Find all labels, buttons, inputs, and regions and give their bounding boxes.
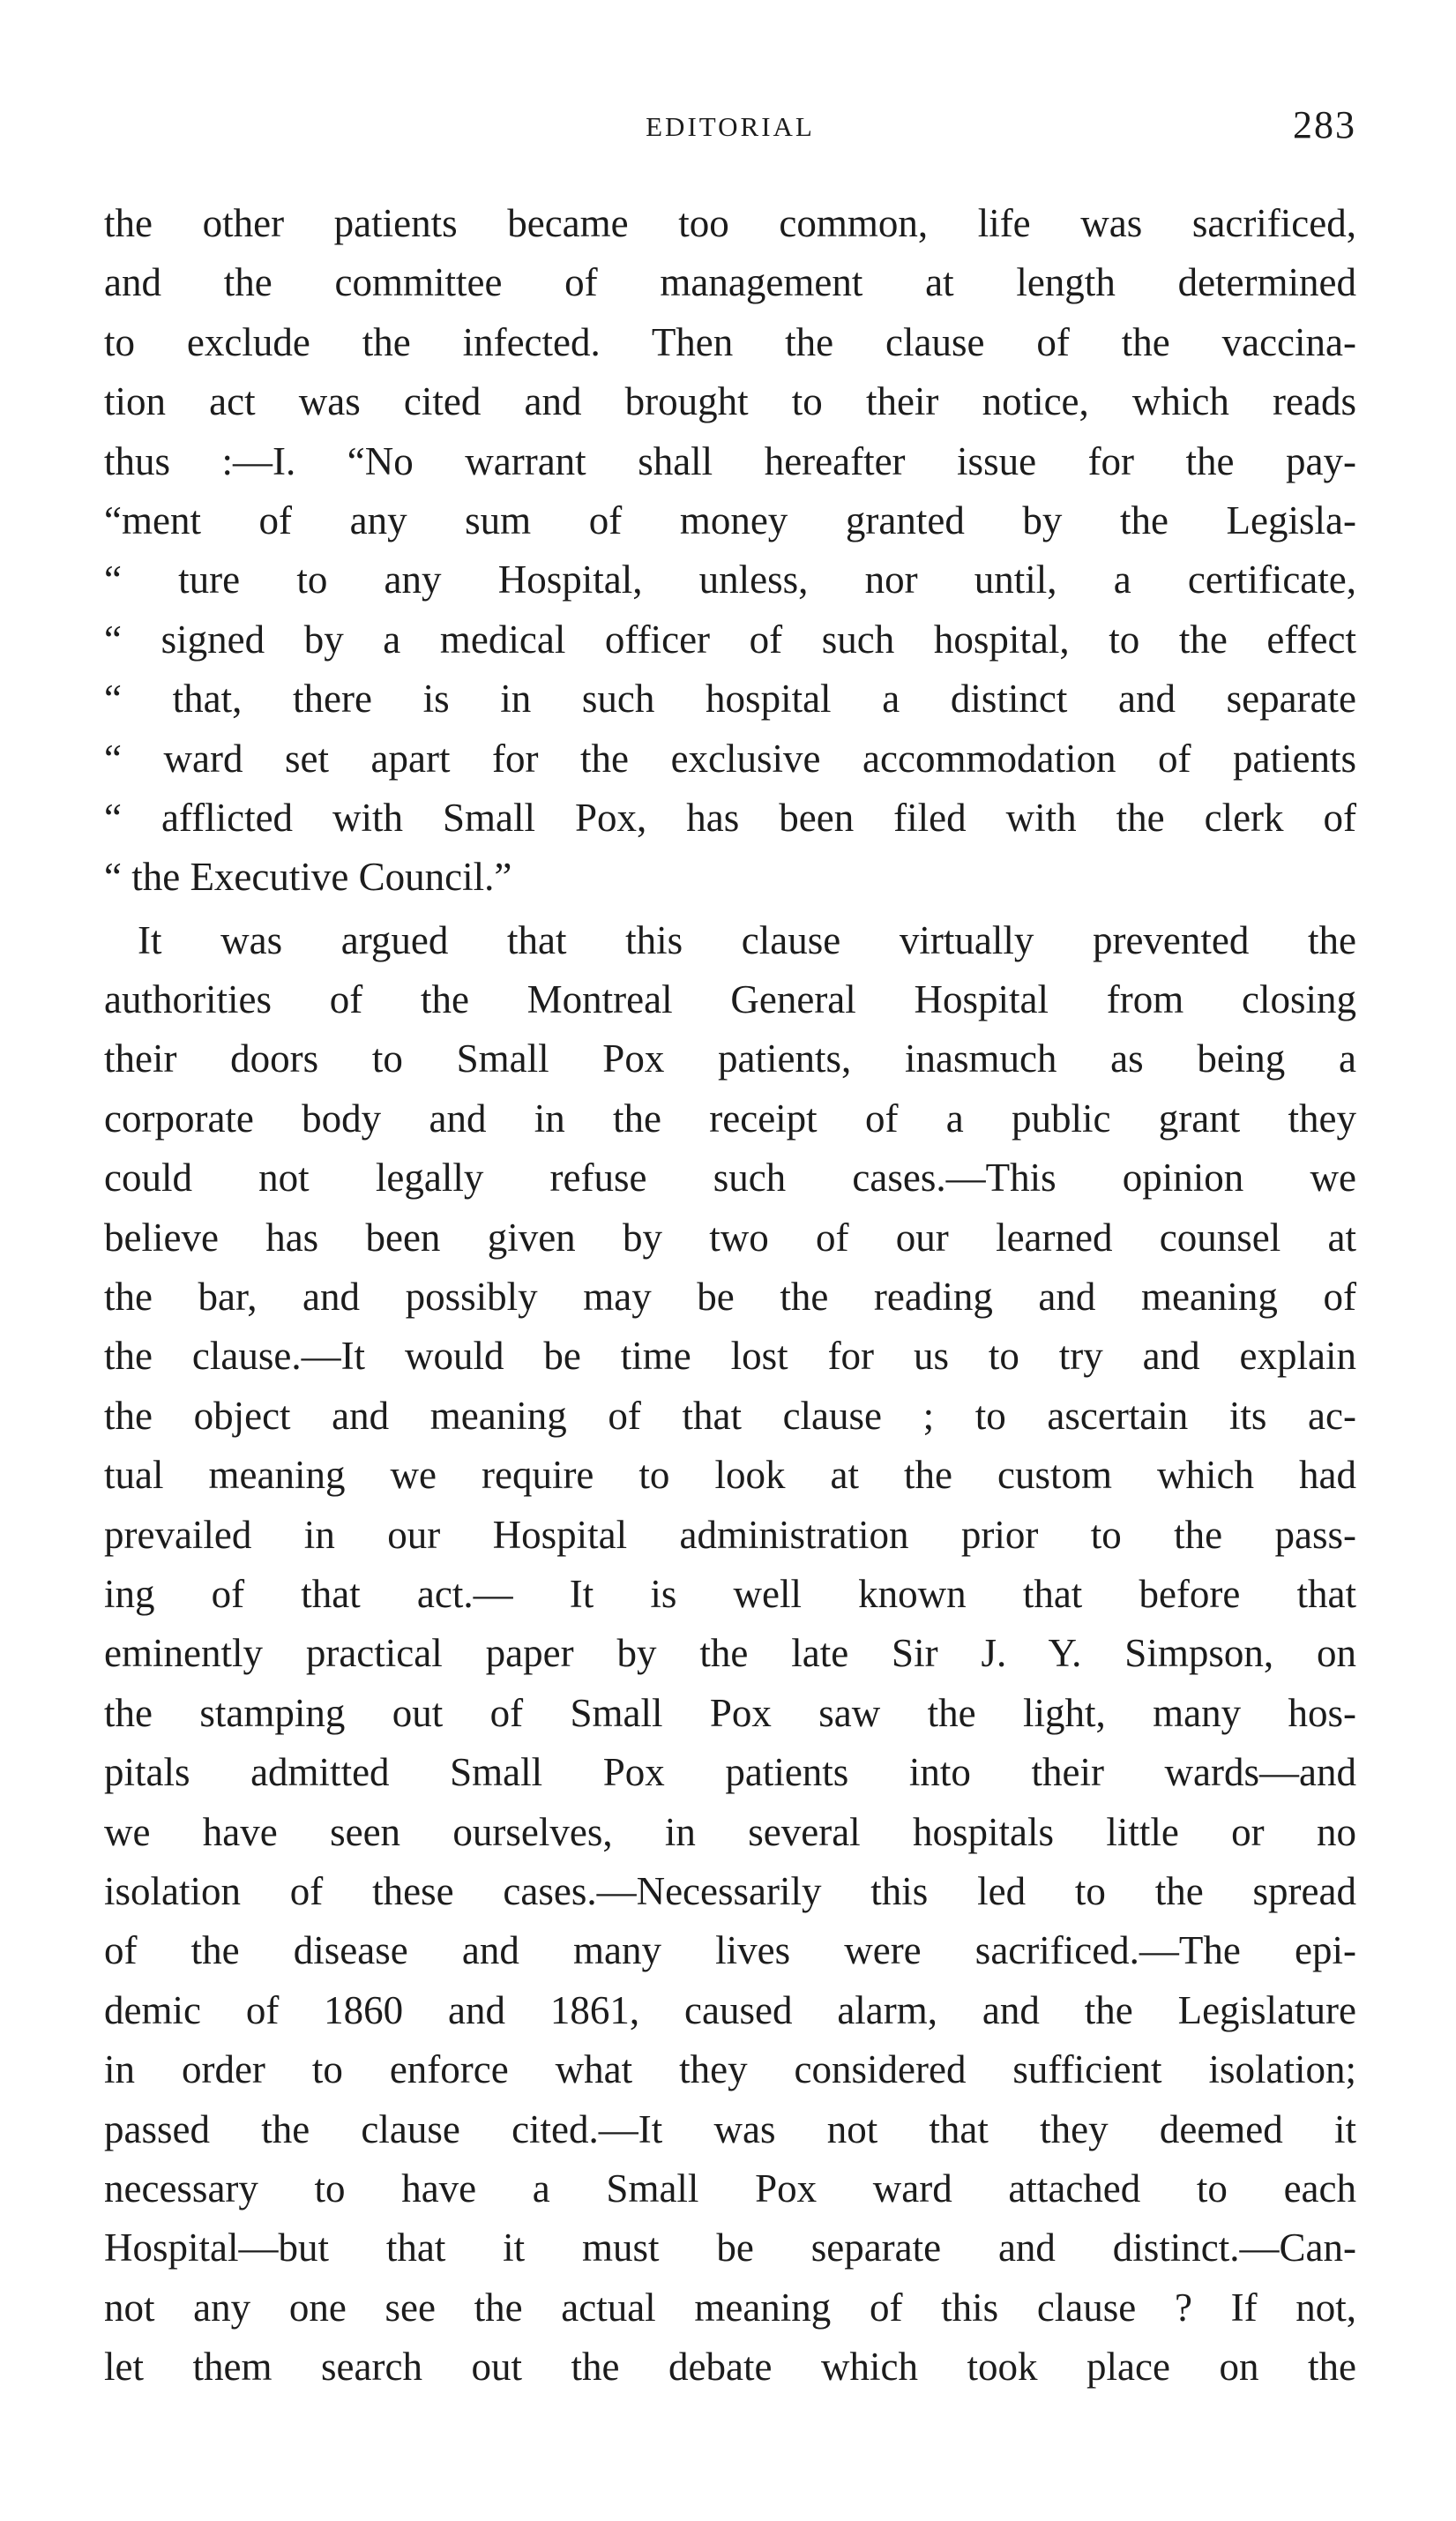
text-line: pitals admitted Small Pox patients into their wards—and (104, 1750, 1356, 1795)
text-line: “ afflicted with Small Pox, has been filed with the clerk of (104, 795, 1356, 840)
text-line: “ the Executive Council.” (104, 855, 512, 900)
text-line: demic of 1860 and 1861, caused alarm, and the Legislature (104, 1987, 1356, 2032)
text-line: authorities of the Montreal General Hospital from closing (104, 977, 1356, 1022)
page-number: 283 (1293, 103, 1356, 146)
text-line: the other patients became too common, life was sacrificed, (104, 201, 1356, 245)
text-line: in order to enforce what they considered sufficient isolation; (104, 2047, 1356, 2092)
text-line: to exclude the infected. Then the clause of the vaccina- (104, 319, 1356, 364)
text-line: tual meaning we require to look at the custom which had (104, 1453, 1356, 1498)
text-line: the object and meaning of that clause ; to ascertain its ac- (104, 1393, 1356, 1438)
text-line: “ment of any sum of money granted by the Legisla- (104, 497, 1356, 542)
running-title: EDITORIAL (646, 111, 815, 142)
text-line: prevailed in our Hospital administration prior to the pass- (104, 1512, 1356, 1557)
text-line: could not legally refuse such cases.—This opinion we (104, 1156, 1356, 1201)
text-line: of the disease and many lives were sacrificed.—The epi- (104, 1928, 1356, 1973)
paragraph-2 (104, 911, 1356, 2398)
text-line: not any one see the actual meaning of this clause ? If not, (104, 2285, 1356, 2330)
text-line: believe has been given by two of our learned counsel at (104, 1215, 1356, 1260)
text-line: ing of that act.— It is well known that before that (104, 1571, 1356, 1616)
text-line: the stamping out of Small Pox saw the light, many hos- (104, 1690, 1356, 1735)
text-line: thus :—I. “No warrant shall hereafter issue for the pay- (104, 438, 1356, 483)
text-line: the clause.—It would be time lost for us to try and explain (104, 1334, 1356, 1379)
text-line: their doors to Small Pox patients, inasmuch as being a (104, 1036, 1356, 1081)
text-line: necessary to have a Small Pox ward attached to each (104, 2166, 1356, 2211)
text-line: “ signed by a medical officer of such hospital, to the effect (104, 617, 1356, 662)
text-line: “ ture to any Hospital, unless, nor until, a certificate, (104, 557, 1356, 602)
body-text (104, 194, 1356, 2397)
text-line: It was argued that this clause virtually prevented the (138, 917, 1356, 962)
text-line: the bar, and possibly may be the reading and meaning of (104, 1275, 1356, 1320)
text-line: and the committee of management at length determined (104, 260, 1356, 305)
text-line: tion act was cited and brought to their notice, which reads (104, 379, 1356, 424)
text-line: we have seen ourselves, in several hospitals little or no (104, 1809, 1356, 1854)
text-line: isolation of these cases.—Necessarily this led to the spread (104, 1868, 1356, 1913)
text-line: Hospital—but that it must be separate and distinct.—Can- (104, 2226, 1356, 2270)
text-line: “ ward set apart for the exclusive accommodation of patients (104, 736, 1356, 781)
paragraph-1 (104, 194, 1356, 908)
text-line: eminently practical paper by the late Sir J. Y. Simpson, on (104, 1631, 1356, 1676)
text-line: passed the clause cited.—It was not that they deemed it (104, 2106, 1356, 2151)
running-head (104, 99, 1356, 152)
text-line: “ that, there is in such hospital a distinct and separate (104, 677, 1356, 722)
text-line: corporate body and in the receipt of a public grant they (104, 1096, 1356, 1141)
text-line: let them search out the debate which took place on the (104, 2345, 1356, 2390)
